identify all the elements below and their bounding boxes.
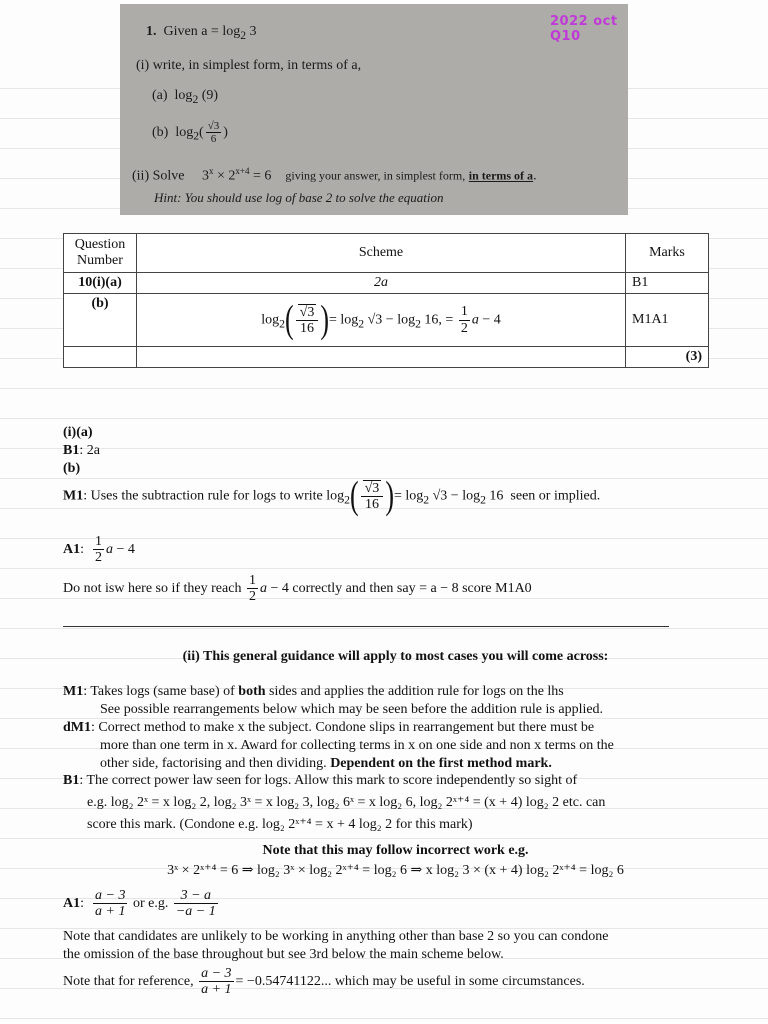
row-scheme: 2a (137, 273, 626, 294)
header-marks: Marks (626, 234, 709, 273)
table-row (64, 273, 709, 294)
row-marks: B1 (626, 273, 709, 294)
part-ii: (ii) Solve $3^x \times 2^{x+4} = 6$ giving your answer, in simplest form, in terms of a. (132, 166, 537, 184)
question-given: 1. Given $a = \log_2 3$ (146, 24, 257, 42)
date-stamp: 2022 oct Q10 (550, 14, 618, 44)
header-scheme: Scheme (137, 234, 626, 273)
row-question: (b) (64, 294, 137, 347)
table-header-row (64, 234, 709, 273)
part-a: (a) $\log_2 (9)$ (152, 88, 219, 106)
row-question: 10(i)(a) (64, 273, 137, 294)
row-scheme-b: $\log_2$( $\frac{√3}{16}$ )= $\log_2 √3 - \log_2 16$, = $\frac{1}{2}$ a − 4 (137, 294, 626, 347)
table-row (64, 294, 709, 347)
note-gb1: B1: The correct power law seen for logs. Allow this mark to score independently so sight of e.g. log₂ 2ˣ = x log₂ 2, log₂ 3ˣ = x log₂ 3, log₂ 6ˣ = x log₂ 6, log₂ 2ˣ⁺⁴ = (x + 4) log₂ 2 etc. can score this mark. (Condone e.g. log₂ 2ˣ⁺⁴ = x + 4 log₂ 2 for this mark) (63, 773, 606, 832)
part-b: (b) $\log_2$( $\frac{√3}{6}$ ) (152, 120, 228, 146)
incorrect-heading: Note that this may follow incorrect work e.g. (262, 843, 529, 858)
incorrect-equation: 3ˣ × 2ˣ⁺⁴ = 6 ⇒ log₂ 3ˣ × log₂ 2ˣ⁺⁴ = log₂ 6 ⇒ x log₂ 3 × (x + 4) log₂ 2ˣ⁺⁴ = log₂ 6 (167, 863, 624, 878)
header-question: Question Number (64, 234, 137, 273)
question-photo (120, 4, 628, 215)
total-marks: (3) (626, 347, 709, 368)
ii-heading: (ii) This general guidance will apply to most cases you will come across: (182, 649, 609, 664)
divider (63, 626, 669, 627)
part-i-text: (i) write, in simplest form, in terms of a, (136, 58, 362, 73)
note-isw: Do not isw here so if they reach $\frac{1}{2}$ a − 4 correctly and then say = a − 8 score M1A0 (63, 573, 532, 605)
note-a1: A1: $\frac{1}{2}$ a − 4 (63, 534, 135, 566)
hint-text: Hint: You should use log of base 2 to solve the equation (154, 190, 444, 205)
table-total-row (64, 347, 709, 368)
note-gm1: M1: Takes logs (same base) of both sides and applies the addition rule for logs on the lhs See possible rearrangements below which may be seen before the addition rule is applied. (63, 684, 604, 717)
mark-scheme-table (63, 233, 709, 368)
base-note: Note that candidates are unlikely to be working in anything other than base 2 so you can condone the omission of the base throughout but see 3rd below the main scheme below. (63, 929, 609, 962)
note-dm1: dM1: Correct method to make x the subject. Condone slips in rearrangement but there must be more than one term in x. Award for collecting terms in x on one side and non x terms on the other side, factorising and then dividing. Dependent on the first method mark. (63, 720, 614, 771)
reference-note: Note that for reference, $\frac{a - 3}{a + 1}$ = −0.54741122... which may be useful in some circumstances. (63, 966, 585, 998)
note-ia: (i)(a) B1: 2a (b) (63, 425, 100, 476)
note-m1: M1: Uses the subtraction rule for logs to write $\log_2$( $\frac{√3}{16}$ )= $\log_2 √3 - \log_2 16$ seen or implied. (63, 473, 601, 518)
row-marks: M1A1 (626, 294, 709, 347)
note-ga1: A1: $\frac{a - 3}{a + 1}$ or e.g. $\frac{3 - a}{-a - 1}$ (63, 888, 216, 920)
